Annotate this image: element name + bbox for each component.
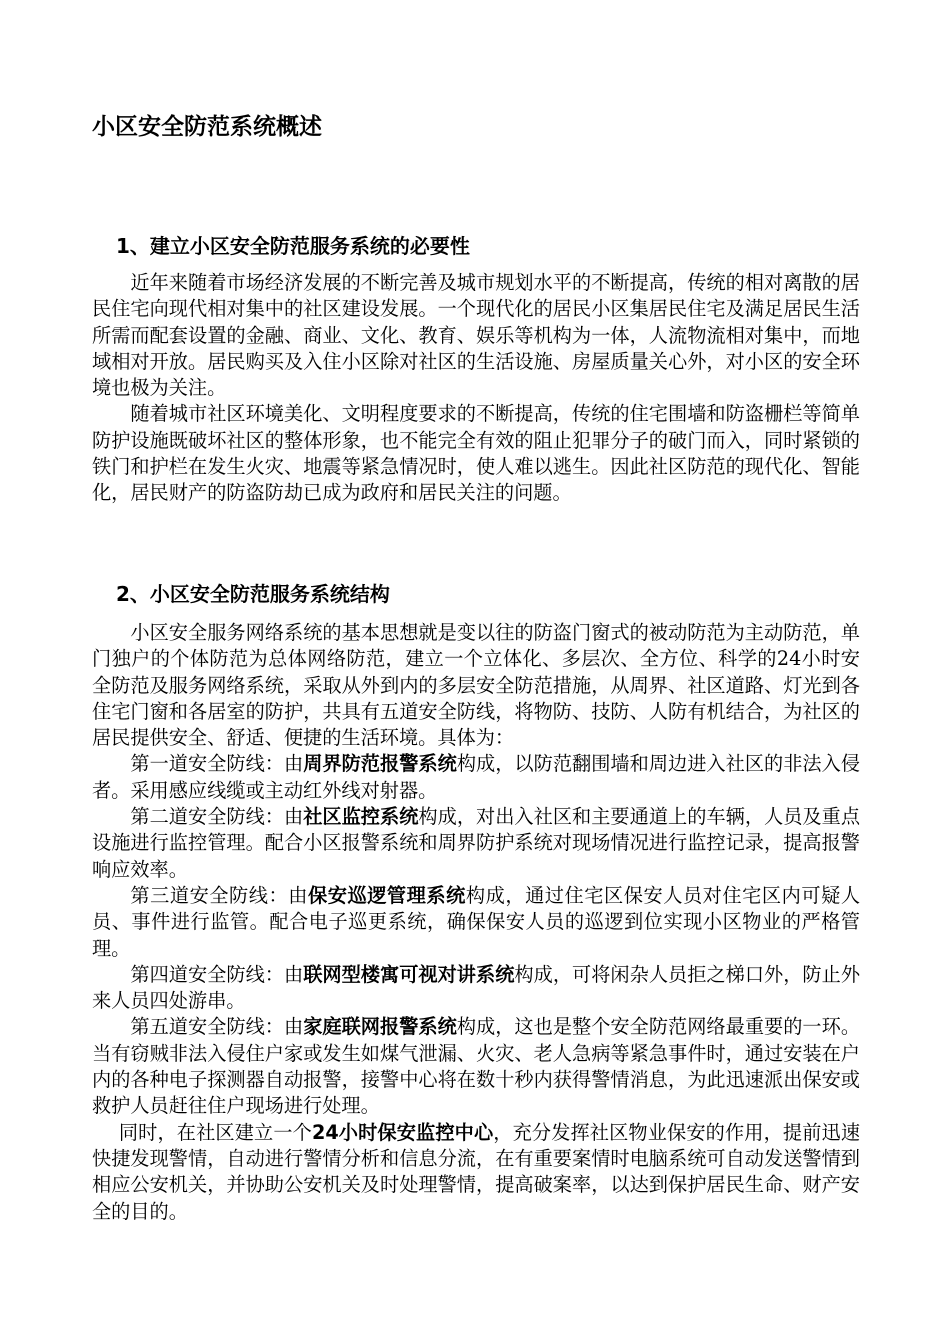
defense-line-4-system: 联网型楼寓可视对讲系统	[303, 962, 515, 986]
defense-line-3-text: 构成，通过住宅区保安人员对住宅区内可疑人员、事件进行监管。配合电子巡更系统，确保保安人员的巡逻到位实现小区物业的严格管理。	[92, 883, 861, 960]
defense-line-3-system: 保安巡逻管理系统	[308, 883, 466, 907]
section-1-paragraph-1: 近年来随着市场经济发展的不断完善及城市规划水平的不断提高，传统的相对离散的居民住宅向现代相对集中的社区建设发展。一个现代化的居民小区集居民住宅及满足居民生活所需而配套设置的金融、商业、文化、教育、娱乐等机构为一体，人流物流相对集中，而地域相对开放。居民购买及入住小区除对社区的生活设施、房屋质量关心外，对小区的安全环境也极为关注。	[92, 271, 860, 400]
defense-line-4-text: 构成，可将闲杂人员拒之梯口外，防止外来人员四处游串。	[92, 962, 861, 1013]
defense-line-5	[92, 1014, 860, 1119]
section-1-heading: 1、建立小区安全防范服务系统的必要性	[116, 234, 470, 258]
defense-line-4	[92, 962, 860, 1015]
defense-line-2-text: 构成，对出入社区和主要通道上的车辆，人员及重点设施进行监控管理。配合小区报警系统和周界防护系统对现场情况进行监控记录，提高报警响应效率。	[92, 805, 861, 881]
defense-line-5-system: 家庭联网报警系统	[303, 1015, 457, 1039]
defense-line-1-system: 周界防范报警系统	[303, 752, 457, 776]
defense-line-5-text: 构成，这也是整个安全防范网络最重要的一环。当有窃贼非法入侵住户家或发生如煤气泄漏、火灾、老人急病等紧急事件时，通过安装在户内的各种电子探测器自动报警，接警中心将在数十秒内获得警情消息，为此迅速派出保安或救护人员赶往住户现场进行处理。	[92, 1015, 861, 1118]
closing-paragraph	[92, 1120, 860, 1225]
defense-line-4-prefix: 第四道安全防线：由	[130, 962, 304, 986]
section-2-intro: 小区安全服务网络系统的基本思想就是变以往的防盗门窗式的被动防范为主动防范，单门独户的个体防范为总体网络防范，建立一个立体化、多层次、全方位、科学的24小时安全防范及服务网络系统，采取从外到内的多层安全防范措施，从周界、社区道路、灯光到各住宅门窗和各居室的防护，共具有五道安全防线，将物防、技防、人防有机结合，为社区的居民提供安全、舒适、便捷的生活环境。具体为：	[92, 621, 860, 750]
defense-line-3	[92, 883, 860, 962]
defense-line-5-prefix: 第五道安全防线：由	[130, 1015, 304, 1039]
defense-line-2-system: 社区监控系统	[303, 805, 419, 829]
defense-line-2-prefix: 第二道安全防线：由	[130, 805, 304, 829]
document-title: 小区安全防范系统概述	[92, 114, 322, 140]
defense-line-3-prefix: 第三道安全防线：由	[130, 883, 308, 907]
defense-line-1	[92, 751, 860, 804]
closing-text: ，充分发挥社区物业保安的作用，提前迅速快捷发现警情，自动进行警情分析和信息分流，在有重要案情时电脑系统可自动发送警情到相应公安机关，并协助公安机关及时处理警情，提高破案率，以达到保护居民生命、财产安全的目的。	[92, 1120, 861, 1223]
closing-prefix: 同时，在社区建立一个	[118, 1120, 312, 1144]
monitoring-center-name: 24小时保安监控中心	[311, 1120, 494, 1144]
section-2-body	[92, 620, 860, 1225]
defense-line-1-text: 构成，以防范翻围墙和周边进入社区的非法入侵者。采用感应线缆或主动红外线对射器。	[92, 752, 861, 802]
section-2-heading: 2、小区安全防范服务系统结构	[116, 582, 390, 606]
section-1-paragraph-2: 随着城市社区环境美化、文明程度要求的不断提高，传统的住宅围墙和防盗栅栏等简单防护设施既破坏社区的整体形象，也不能完全有效的阻止犯罪分子的破门而入，同时紧锁的铁门和护栏在发生火灾、地震等紧急情况时，使人难以逃生。因此社区防范的现代化、智能化，居民财产的防盗防劫已成为政府和居民关注的问题。	[92, 402, 860, 505]
section-1-body	[92, 270, 860, 507]
defense-line-2	[92, 804, 860, 883]
defense-line-1-prefix: 第一道安全防线：由	[130, 752, 304, 776]
